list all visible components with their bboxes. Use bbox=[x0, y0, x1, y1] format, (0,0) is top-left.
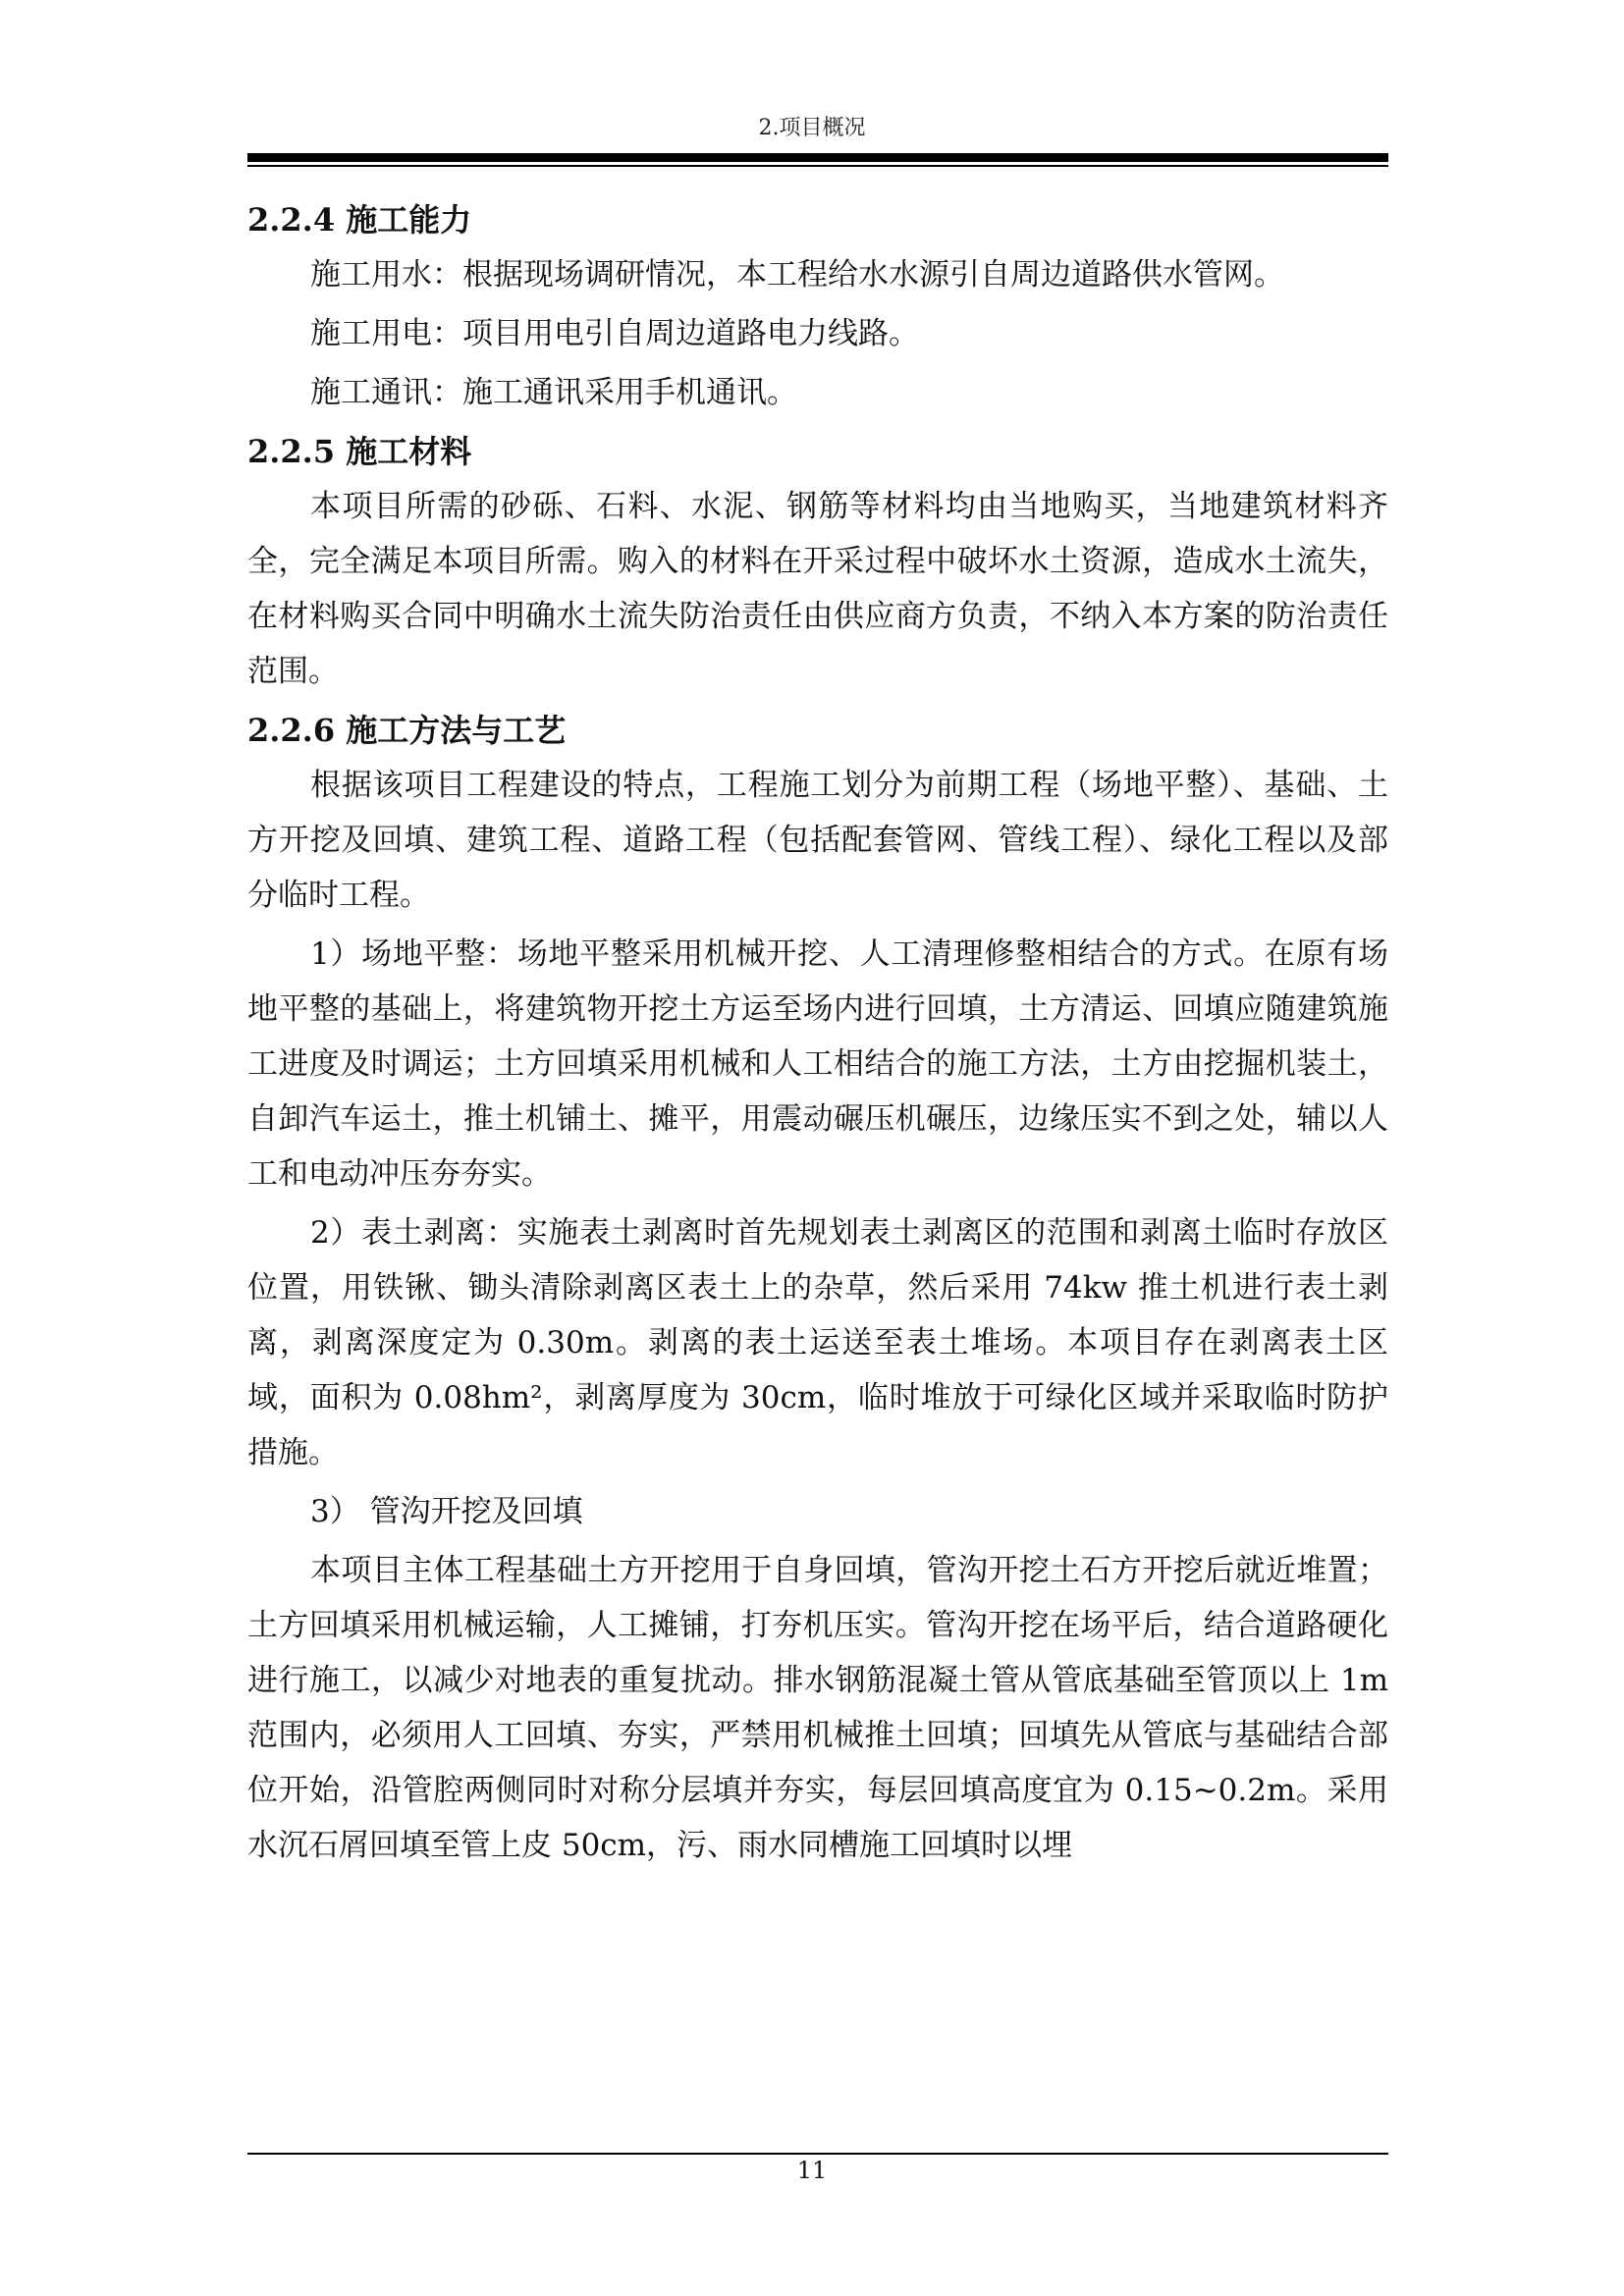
trench-subheading: 3） 管沟开挖及回填 bbox=[310, 1494, 583, 1529]
site-leveling-paragraph: 1）场地平整：场地平整采用机械开挖、人工清理修整相结合的方式。在原有场地平整的基础上，将建筑物开挖土方运至场内进行回填，土方清运、回填应随建筑施工进度及时调运；土方回填采用机械和人工相结合的施工方法，土方由挖掘机装土，自卸汽车运土，推土机铺土、摊平，用震动碾压机碾压，边缘压实不到之处，辅以人工和电动冲压夯夯实。 bbox=[247, 936, 1388, 1192]
trench-paragraph: 本项目主体工程基础土方开挖用于自身回填，管沟开挖土石方开挖后就近堆置；土方回填采用机械运输，人工摊铺，打夯机压实。管沟开挖在场平后，结合道路硬化进行施工，以减少对地表的重复扰动。排水钢筋混凝土管从管底基础至管顶以上 1m 范围内，必须用人工回填、夯实，严禁用机械推土回填；回填先从管底与基础结合部位开始，沿管腔两侧同时对称分层填并夯实，每层回填高度宜为 0.15~0.2m。采用水沉石屑回填至管上皮 50cm，污、雨水同槽施工回填时以埋 bbox=[247, 1553, 1388, 1863]
running-header: 2.项目概况 bbox=[758, 116, 866, 140]
construction-comms-line: 施工通讯：施工通讯采用手机通讯。 bbox=[310, 375, 797, 410]
methods-intro-paragraph: 根据该项目工程建设的特点，工程施工划分为前期工程（场地平整）、基础、土方开挖及回填、建筑工程、道路工程（包括配套管网、管线工程）、绿化工程以及部分临时工程。 bbox=[247, 768, 1388, 913]
header-rule-thin bbox=[247, 165, 1388, 167]
section-heading-2-2-5: 2.2.5 施工材料 bbox=[247, 433, 472, 470]
materials-paragraph: 本项目所需的砂砾、石料、水泥、钢筋等材料均由当地购买，当地建筑材料齐全，完全满足本项目所需。购入的材料在开采过程中破坏水土资源，造成水土流失，在材料购买合同中明确水土流失防治责任由供应商方负责，不纳入本方案的防治责任范围。 bbox=[247, 489, 1388, 689]
construction-water-line: 施工用水：根据现场调研情况，本工程给水水源引自周边道路供水管网。 bbox=[310, 257, 1284, 293]
page-number: 11 bbox=[796, 2157, 828, 2184]
construction-power-line: 施工用电：项目用电引自周边道路电力线路。 bbox=[310, 316, 919, 351]
section-heading-2-2-4: 2.2.4 施工能力 bbox=[247, 201, 472, 239]
header-rule-thick bbox=[247, 153, 1388, 162]
topsoil-stripping-paragraph: 2）表土剥离：实施表土剥离时首先规划表土剥离区的范围和剥离土临时存放区位置，用铁锹、锄头清除剥离区表土上的杂草，然后采用 74kw 推土机进行表土剥离，剥离深度定为 0.30m。剥离的表土运送至表土堆场。本项目存在剥离表土区域，面积为 0.08hm²，剥离厚度为 30cm，临时堆放于可绿化区域并采取临时防护措施。 bbox=[247, 1215, 1388, 1470]
section-heading-2-2-6: 2.2.6 施工方法与工艺 bbox=[247, 712, 567, 749]
footer-rule bbox=[247, 2153, 1388, 2155]
page-body bbox=[247, 192, 1388, 1877]
